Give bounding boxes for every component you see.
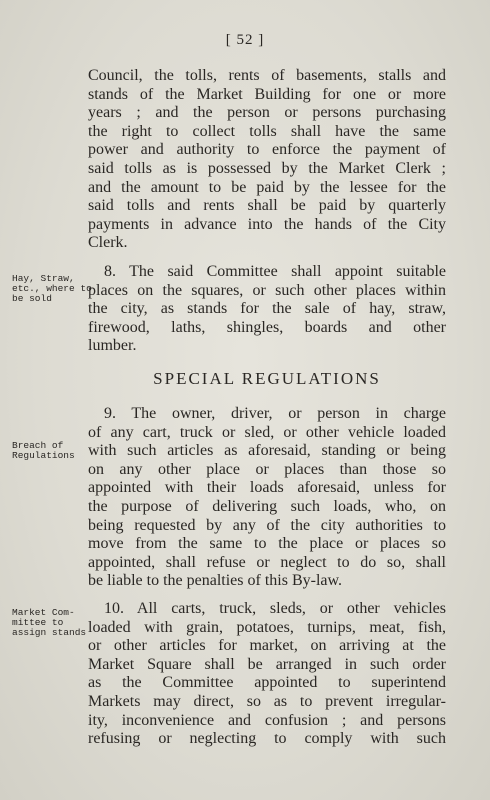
text-line: power and authority to enforce the payment of [88, 141, 446, 159]
text-line: the purpose of delivering such loads, who, on [88, 497, 446, 515]
text-line: Clerk. [88, 234, 128, 252]
text-line: loaded with grain, potatoes, turnips, meat, fish, [88, 618, 446, 636]
margin-note-hay-straw [12, 274, 90, 304]
text-line: ity, inconvenience and confusion ; and persons [88, 711, 446, 729]
special-regulations-heading: SPECIAL REGULATIONS [153, 369, 381, 388]
text-line: said tolls as is possessed by the Market Clerk ; [88, 159, 446, 177]
margin-note-line: mittee to [12, 617, 64, 628]
margin-note-line: assign stands [12, 627, 87, 638]
text-line: move from the same to the place or places so [88, 535, 446, 553]
text-line: the right to collect tolls shall have the same [88, 122, 446, 140]
section-8-paragraph [88, 263, 446, 356]
text-line: be liable to the penalties of this By-law. [88, 572, 343, 590]
text-line: years ; and the person or persons purchasing [88, 104, 446, 122]
margin-note-line: Regulations [12, 450, 75, 461]
text-line: refusing or neglecting to comply with such [88, 730, 446, 748]
text-line: appointed, shall refuse or neglect to do so, shall [88, 553, 446, 571]
text-line: Council, the tolls, rents of basements, stalls and [88, 67, 446, 84]
text-line: with such articles as aforesaid, standing or being [88, 442, 446, 460]
text-line: Markets may direct, so as to prevent irregular- [88, 692, 446, 710]
margin-note-line: Breach of [12, 440, 64, 451]
margin-note-line: Market Com- [12, 607, 75, 618]
text-line: appointed with their loads aforesaid, unless for [88, 479, 446, 497]
text-line: places on the squares, or such other places within [88, 281, 446, 299]
continuation-paragraph [88, 67, 446, 253]
text-line: being requested by any of the city authorities to [88, 516, 446, 534]
text-line: stands of the Market Building for one or more [88, 85, 446, 103]
text-line: 9. The owner, driver, or person in charge [104, 405, 446, 422]
margin-note-line: etc., where to [12, 283, 92, 294]
section-9-paragraph [88, 405, 446, 591]
margin-note-line: Hay, Straw, [12, 273, 75, 284]
text-line: on any other place or places than those so [88, 460, 446, 478]
text-line: and the amount to be paid by the lessee for the [88, 178, 446, 196]
section-10-paragraph [88, 600, 446, 749]
page-number: [ 52 ] [225, 32, 265, 48]
text-line: 10. All carts, truck, sleds, or other vehicles [104, 600, 446, 617]
text-line: of any cart, truck or sled, or other vehicle loaded [88, 423, 446, 441]
text-line: 8. The said Committee shall appoint suitable [104, 263, 446, 280]
margin-note-market-committee [12, 608, 90, 638]
text-line: Market Square shall be arranged in such order [88, 655, 446, 673]
margin-note-line: be sold [12, 293, 52, 304]
text-line: payments in advance into the hands of the City [88, 215, 446, 233]
text-line: the city, as stands for the sale of hay, straw, [88, 300, 446, 318]
text-line: said tolls and rents shall be paid by quarterly [88, 197, 446, 215]
text-line: firewood, laths, shingles, boards and other [88, 318, 446, 336]
text-line: or other articles for market, on arriving at the [88, 637, 446, 655]
text-line: as the Committee appointed to superintend [88, 674, 446, 692]
text-line: lumber. [88, 337, 137, 355]
margin-note-breach [12, 441, 90, 461]
